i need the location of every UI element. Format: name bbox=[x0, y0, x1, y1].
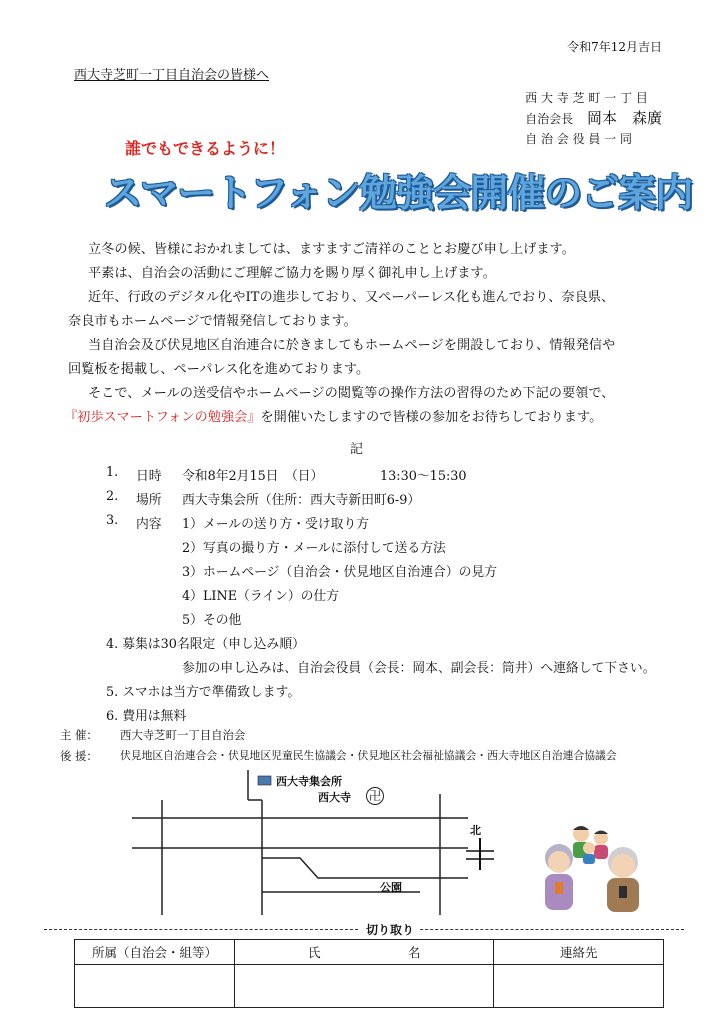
map-road-bend bbox=[262, 858, 468, 878]
sender-title: 自治会長 bbox=[525, 112, 574, 126]
form-contact-cell[interactable] bbox=[494, 965, 664, 1008]
item-3-num: 3. bbox=[106, 513, 119, 528]
page-title: スマートフォン勉強会開催のご案内 bbox=[104, 171, 693, 215]
support-label: 後 援： bbox=[60, 749, 98, 763]
paragraph-4a: 当自治会及び伏見地区自治連合に於きましてもホームページを開設しており、情報発信や bbox=[88, 338, 616, 353]
content-4: 4）LINE（ライン）の仕方 bbox=[182, 589, 340, 604]
map-venue-label: 西大寺集会所 bbox=[276, 775, 342, 788]
item-1-num: 1. bbox=[106, 465, 119, 480]
addressee: 西大寺芝町一丁目自治会の皆様へ bbox=[74, 68, 270, 83]
cut-label: 切り取り bbox=[360, 921, 420, 938]
temple-icon: 卍 bbox=[366, 787, 384, 805]
form-affiliation-cell[interactable] bbox=[75, 965, 235, 1008]
map-park-label: 公園 bbox=[380, 881, 402, 894]
item-4-note: 参加の申し込みは、自治会役員（会長：岡本、副会長：筒井）へ連絡して下さい。 bbox=[182, 661, 656, 676]
item-2-value: 西大寺集会所（住所：西大寺新田町6-9） bbox=[182, 493, 421, 508]
item-1-label: 日時 bbox=[136, 469, 162, 484]
sender-line-1: 西 大 寺 芝 町 一 丁 目 bbox=[525, 91, 648, 105]
item-3-label: 内容 bbox=[136, 517, 162, 532]
north-label: 北 bbox=[470, 824, 481, 837]
item-5: 5. スマホは当方で準備致します。 bbox=[106, 685, 301, 700]
item-1-date: 令和8年2月15日 （日） bbox=[182, 469, 324, 484]
paragraph-2: 平素は、自治会の活動にご理解ご協力を賜り厚く御礼申し上げます。 bbox=[88, 266, 496, 281]
north-arrow-icon bbox=[460, 838, 500, 872]
item-6: 6. 費用は無料 bbox=[106, 709, 187, 724]
paragraph-1: 立冬の候、皆様におかれましては、ますますご清祥のこととお慶び申し上げます。 bbox=[88, 242, 575, 257]
paragraph-4b: 回覧板を掲載し、ペーパレス化を進めております。 bbox=[68, 362, 370, 377]
sender-block bbox=[525, 88, 662, 149]
content-5: 5）その他 bbox=[182, 613, 242, 628]
map-temple-label: 西大寺 bbox=[318, 791, 351, 804]
paragraph-5a: そこで、メールの送受信やホームページの閲覧等の操作方法の習得のため下記の要領で、 bbox=[88, 386, 615, 401]
content-3: 3）ホームページ（自治会・伏見地区自治連合）の見方 bbox=[182, 565, 498, 580]
sender-line-3: 自 治 会 役 員 一 同 bbox=[525, 132, 633, 146]
content-1: 1）メールの送り方・受け取り方 bbox=[182, 517, 370, 532]
form-header-row bbox=[75, 940, 664, 965]
host-value: 西大寺芝町一丁目自治会 bbox=[120, 728, 246, 742]
sender-name: 岡本 森廣 bbox=[586, 109, 662, 127]
form-col-contact: 連絡先 bbox=[494, 940, 664, 965]
paragraph-3b: 奈良市もホームページで情報発信しております。 bbox=[68, 314, 357, 329]
form-input-row bbox=[75, 965, 664, 1008]
event-name-highlight: 『初歩スマートフォンの勉強会』 bbox=[64, 410, 261, 425]
content-2: 2）写真の撮り方・メールに添付して送る方法 bbox=[182, 541, 446, 556]
paragraph-5b-rest: を開催いたしますので皆様の参加をお待ちしております。 bbox=[260, 410, 603, 425]
item-1-time: 13:30～15:30 bbox=[380, 469, 467, 484]
host-label: 主 催： bbox=[60, 728, 98, 742]
paragraph-5b bbox=[64, 406, 602, 425]
catchphrase: 誰でもできるように！ bbox=[125, 139, 286, 158]
venue-marker bbox=[258, 776, 271, 785]
ki-heading: 記 bbox=[350, 442, 364, 457]
access-map bbox=[0, 770, 500, 920]
date: 令和7年12月吉日 bbox=[567, 40, 662, 54]
item-4: 4. 募集は30名限定（申し込み順） bbox=[106, 637, 305, 652]
sender-line-2 bbox=[525, 108, 662, 129]
form-name-cell[interactable] bbox=[235, 965, 494, 1008]
paragraph-3a: 近年、行政のデジタル化やITの進歩しており、又ペーパーレス化も進んでおり、奈良県、 bbox=[88, 290, 615, 305]
form-col-name: 氏 名 bbox=[235, 940, 494, 965]
form-col-affiliation: 所属（自治会・組等） bbox=[75, 940, 235, 965]
item-2-num: 2. bbox=[106, 489, 119, 504]
support-value: 伏見地区自治連合会・伏見地区児童民生協議会・伏見地区社会福祉協議会・西大寺地区自治連合協議会 bbox=[120, 749, 617, 762]
application-form bbox=[74, 939, 664, 1008]
seniors-illustration-icon bbox=[535, 822, 665, 914]
item-2-label: 場所 bbox=[136, 493, 162, 508]
